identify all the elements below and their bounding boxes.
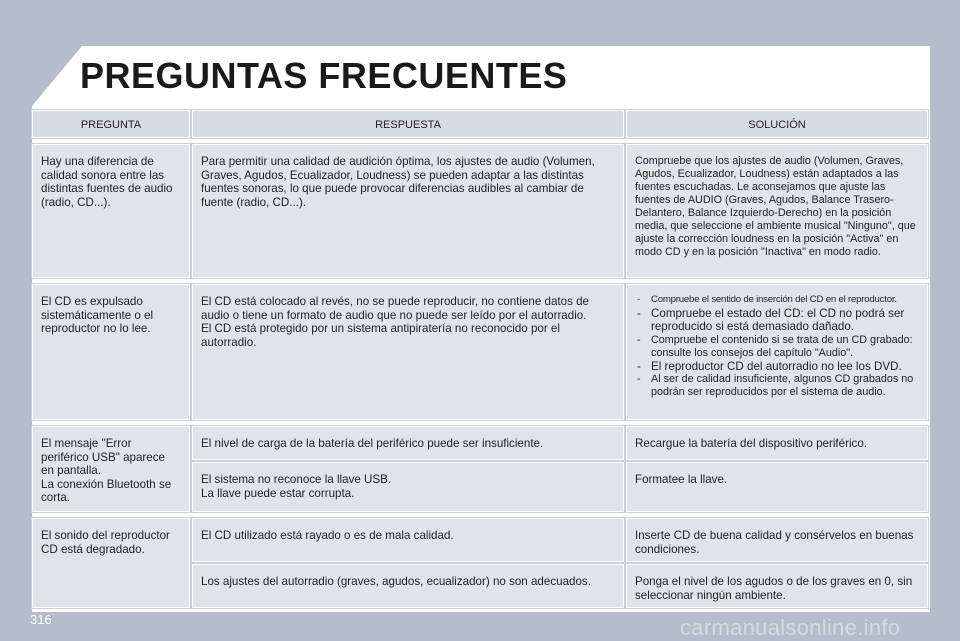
page-number: 316 bbox=[30, 612, 52, 627]
header-question: PREGUNTA bbox=[32, 110, 190, 138]
list-item: - Al ser de calidad insuficiente, algunos CD grabados no podrán ser reproducidos por el sistema de audio. bbox=[635, 373, 919, 399]
row4a-solution: Inserte CD de buena calidad y consérvelos en buenas condiciones. bbox=[626, 518, 928, 562]
row3b-solution: Formatee la llave. bbox=[626, 462, 928, 512]
row4a-answer: El CD utilizado está rayado o es de mala calidad. bbox=[192, 518, 624, 562]
page-title: PREGUNTAS FRECUENTES bbox=[80, 55, 568, 96]
header-answer: RESPUESTA bbox=[192, 110, 624, 138]
row3a-solution: Recargue la batería del dispositivo periférico. bbox=[626, 426, 928, 460]
row1-answer: Para permitir una calidad de audición óptima, los ajustes de audio (Volumen, Graves, Agudos, Ecualizador, Loudness) se pueden adaptar a las distintas fuentes sonoras, lo que puede provocar diferencias audibles al cambiar de fuente (radio, CD...). bbox=[192, 144, 624, 278]
list-item: - El reproductor CD del autorradio no lee los DVD. bbox=[635, 360, 919, 374]
row4-question: El sonido del reproductor CD está degradado. bbox=[32, 518, 190, 608]
row3-question: El mensaje "Error periférico USB" aparece en pantalla. La conexión Bluetooth se corta. bbox=[32, 426, 190, 512]
solution-list bbox=[635, 293, 919, 399]
row1-solution: Compruebe que los ajustes de audio (Volumen, Graves, Agudos, Ecualizador, Loudness) están adaptados a las fuentes escuchadas. Le aconsejamos que ajuste las fuentes de AUDIO (Graves, Agudos, Balance Trasero-Delantero, Balance Izquierdo-Derecho) en la posición media, que seleccione el ambiente musical "Ninguno", que ajuste la corrección loudness en la posición "Activa" en modo CD y en la posición "Inactiva" en modo radio. bbox=[626, 144, 928, 278]
row3b-answer: El sistema no reconoce la llave USB. La llave puede estar corrupta. bbox=[192, 462, 624, 512]
watermark: carmanualsonline.info bbox=[680, 615, 901, 640]
row2-solution bbox=[626, 284, 928, 420]
list-item: - Compruebe el estado del CD: el CD no podrá ser reproducido si está demasiado dañado. bbox=[635, 307, 919, 334]
row1-question: Hay una diferencia de calidad sonora entre las distintas fuentes de audio (radio, CD...). bbox=[32, 144, 190, 278]
row4b-answer: Los ajustes del autorradio (graves, agudos, ecualizador) no son adecuados. bbox=[192, 564, 624, 608]
row2-answer: El CD está colocado al revés, no se puede reproducir, no contiene datos de audio o tiene un formato de audio que no puede ser leído por el autorradio. El CD está protegido por un sistema antipiratería no reconocido por el autorradio. bbox=[192, 284, 624, 420]
page-corner bbox=[32, 46, 82, 106]
row2-question: El CD es expulsado sistemáticamente o el reproductor no lo lee. bbox=[32, 284, 190, 420]
row3a-answer: El nivel de carga de la batería del periférico puede ser insuficiente. bbox=[192, 426, 624, 460]
list-item: - Compruebe el sentido de inserción del CD en el reproductor. bbox=[635, 293, 919, 307]
row4b-solution: Ponga el nivel de los agudos o de los graves en 0, sin seleccionar ningún ambiente. bbox=[626, 564, 928, 608]
list-item: - Compruebe el contenido si se trata de un CD grabado: consulte los consejos del capítulo "Audio". bbox=[635, 334, 919, 360]
header-solution: SOLUCIÓN bbox=[626, 110, 928, 138]
